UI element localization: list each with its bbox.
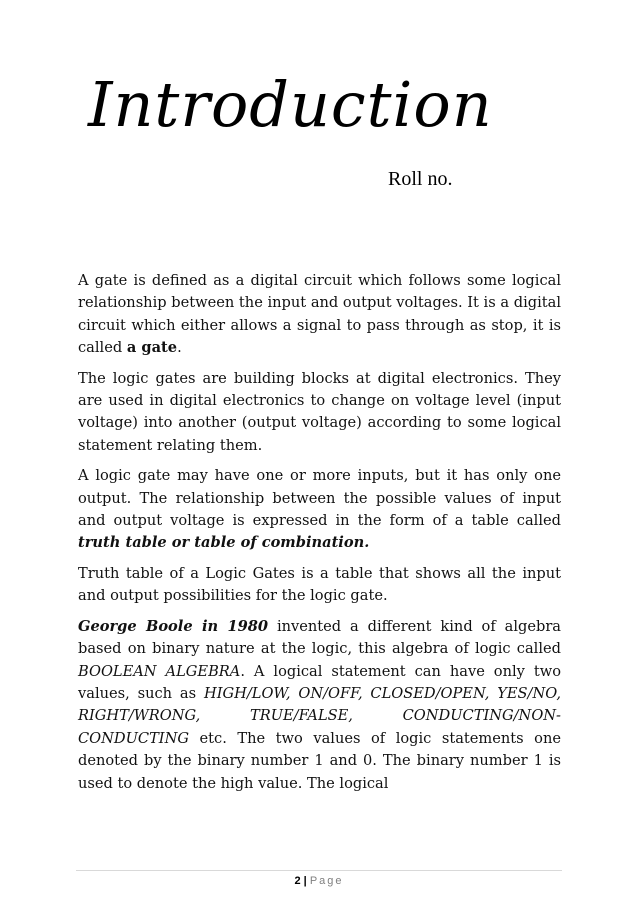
body-text xyxy=(78,270,561,803)
bold-italic-george-boole: George Boole in 1980 xyxy=(78,617,269,635)
paragraph-boolean-algebra: George Boole in 1980 invented a different kind of algebra based on binary nature at the logic, this algebra of logic called BOOLEAN ALGEBRA. A logical statement can have only two values, such as HIGH/LOW, ON/OFF, CLOSED/OPEN, YES/NO, RIGHT/WRONG, TRUE/FALSE, CONDUCTING/NON-CONDUCTING etc. The two values of logic statements one denoted by the binary number 1 and 0. The binary number 1 is used to denote the high value. The logical xyxy=(78,617,561,792)
page-title: Introduction xyxy=(88,68,493,141)
paragraph-gate-definition: A gate is defined as a digital circuit which follows some logical relationship between the input and output voltages. It is a digital circuit which either allows a signal to pass through as stop, it is called a gate. xyxy=(78,272,561,357)
roll-number-label: Roll no. xyxy=(388,168,453,190)
paragraph-building-blocks: The logic gates are building blocks at digital electronics. They are used in digital electronics to change on voltage level (input voltage) into another (output voltage) according to some logical statement relating them. xyxy=(78,369,561,454)
page-footer xyxy=(0,875,638,887)
italic-value-pairs: HIGH/LOW, ON/OFF, CLOSED/OPEN, YES/NO, RIGHT/WRONG, TRUE/FALSE, CONDUCTING/NON-CONDUCTING xyxy=(78,684,561,747)
footer-divider xyxy=(76,870,562,871)
page-word: Page xyxy=(309,875,344,887)
paragraph-truth-table: Truth table of a Logic Gates is a table that shows all the input and output possibilities for the logic gate. xyxy=(78,564,561,605)
page-separator: | xyxy=(303,875,307,887)
italic-boolean-algebra: BOOLEAN ALGEBRA xyxy=(78,662,241,680)
paragraph-inputs-outputs: A logic gate may have one or more inputs, but it has only one output. The relationship between the possible values of input and output voltage is expressed in the form of a table called truth table or table of combination. xyxy=(78,467,561,552)
bold-term-gate: a gate xyxy=(126,339,178,357)
page-number: 2 xyxy=(294,875,301,887)
bold-italic-truth-table: truth table or table of combination. xyxy=(78,534,370,552)
